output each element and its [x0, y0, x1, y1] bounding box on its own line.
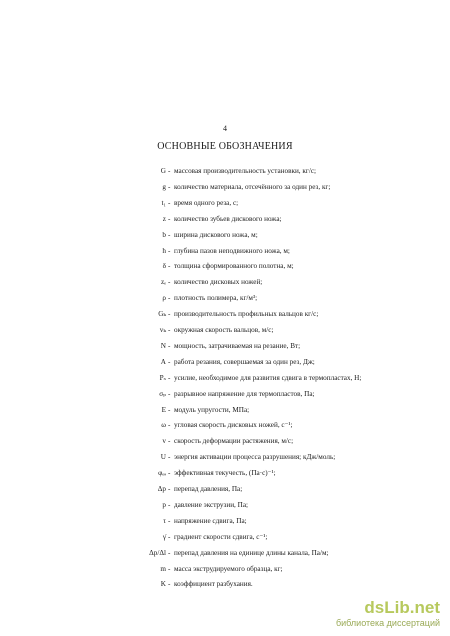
symbol-description: ширина дискового ножа, м; — [174, 230, 258, 239]
symbol-row — [0, 419, 450, 431]
symbol-dash: - — [168, 516, 171, 525]
symbol-description: перепад давления на единице длины канала, Па/м; — [174, 548, 329, 557]
symbol-dash: - — [168, 357, 171, 366]
symbol-description: давление экструзии, Па; — [174, 500, 249, 509]
symbol: t₁ — [161, 198, 166, 207]
symbol-dash: - — [168, 405, 171, 414]
symbol-dash: - — [168, 485, 171, 493]
symbol-description: эффективная текучесть, (Па·с)⁻¹; — [174, 469, 276, 478]
symbol: z — [162, 214, 166, 223]
symbol-row — [0, 229, 450, 241]
symbol-row — [0, 531, 450, 543]
symbol: ω — [161, 421, 166, 430]
symbol-description: угловая скорость дисковых ножей, с⁻¹; — [174, 421, 293, 430]
symbol-dash: - — [168, 214, 171, 223]
symbol-description: количество материала, отсечённого за один рез, кг; — [174, 182, 331, 191]
symbol: m — [160, 564, 166, 573]
symbol-row — [0, 388, 450, 400]
symbol-row — [0, 165, 450, 177]
symbol: vₖ — [159, 326, 166, 334]
symbol-row — [0, 499, 450, 511]
symbol-dash: - — [168, 167, 171, 175]
page-title: ОСНОВНЫЕ ОБОЗНАЧЕНИЯ — [157, 141, 293, 152]
watermark-logo-main: dsLib — [364, 598, 410, 617]
symbol-dash: - — [168, 548, 171, 557]
symbol-description: толщина сформированного полотна, м; — [174, 262, 294, 271]
symbol-description: напряжение сдвига, Па; — [174, 516, 247, 525]
page-number: 4 — [223, 124, 227, 133]
symbol-description: усилие, необходимое для развития сдвига в термопластах, Н; — [174, 373, 362, 382]
symbol-dash: - — [168, 389, 171, 398]
symbol-row — [0, 404, 450, 416]
symbol-dash: - — [168, 500, 171, 509]
symbol: h — [162, 246, 166, 255]
watermark-logo — [336, 599, 440, 617]
symbol: A — [160, 357, 166, 366]
symbol: σₚ — [159, 389, 166, 398]
symbol: γ̇ — [162, 532, 166, 541]
symbol: zₑ — [160, 278, 166, 287]
symbol: b — [162, 230, 166, 239]
symbol-row — [0, 197, 450, 209]
symbol-dash: - — [168, 580, 171, 589]
symbol-description: время одного реза, с; — [174, 198, 239, 207]
watermark-logo-dot: . — [409, 598, 415, 617]
symbol-dash: - — [168, 421, 171, 430]
symbol-row — [0, 181, 450, 193]
symbol: E — [161, 405, 166, 414]
symbol: v — [162, 437, 166, 446]
symbol-description: модуль упругости, МПа; — [174, 405, 250, 414]
symbol-description: производительность профильных вальцов кг/с; — [174, 310, 319, 319]
symbol-row — [0, 372, 450, 384]
symbol-row — [0, 213, 450, 225]
symbol-dash: - — [168, 198, 171, 207]
symbol-dash: - — [168, 437, 171, 446]
symbol-dash: - — [168, 453, 171, 462]
symbol: N — [160, 341, 166, 350]
symbol-description: плотность полимера, кг/м³; — [174, 294, 258, 303]
symbol-row — [0, 292, 450, 304]
symbol: p — [162, 500, 166, 509]
symbol-row — [0, 435, 450, 447]
symbol: Gₖ — [158, 310, 166, 319]
symbol-description: массовая производительность установки, кг/с; — [174, 167, 317, 175]
symbol-description: перепад давления, Па; — [174, 485, 243, 493]
symbol-row — [0, 308, 450, 320]
symbol-description: окружная скорость вальцов, м/с; — [174, 326, 274, 334]
symbol: Δp/Δl — [149, 548, 166, 557]
symbol-row — [0, 356, 450, 368]
symbol-description: скорость деформации растяжения, м/с; — [174, 437, 294, 446]
symbol: K — [160, 580, 166, 589]
symbol-dash: - — [168, 278, 171, 287]
watermark-logo-end: net — [414, 598, 440, 617]
symbol: δ — [162, 262, 166, 271]
symbol-dash: - — [168, 532, 171, 541]
symbol: G — [160, 167, 166, 175]
symbol-dash: - — [168, 469, 171, 478]
symbol-row — [0, 563, 450, 575]
symbol-row — [0, 547, 450, 559]
symbol: ρ — [162, 294, 166, 303]
symbol-description: мощность, затрачиваемая на резание, Вт; — [174, 341, 301, 350]
symbol-row — [0, 340, 450, 352]
symbol-description: количество зубьев дискового ножа; — [174, 214, 282, 223]
symbol-description: разрывное напряжение для термопластов, Па; — [174, 389, 315, 398]
symbol-description: энергия активации процесса разрушения; кДж/моль; — [174, 453, 336, 462]
symbol-dash: - — [168, 564, 171, 573]
symbol-row — [0, 276, 450, 288]
symbol-dash: - — [168, 182, 171, 191]
symbol-row — [0, 515, 450, 527]
symbol-description: работа резания, совершаемая за один рез, Дж; — [174, 357, 315, 366]
symbol-description: количество дисковых ножей; — [174, 278, 263, 287]
symbol-description: коэффициент разбухания. — [174, 580, 253, 589]
symbol-dash: - — [168, 246, 171, 255]
symbol-row — [0, 260, 450, 272]
symbol: Δp — [157, 485, 166, 493]
symbol-dash: - — [168, 310, 171, 319]
symbol-row — [0, 483, 450, 495]
symbol-dash: - — [168, 341, 171, 350]
symbol: φₑₔ — [158, 469, 166, 478]
symbol-row — [0, 451, 450, 463]
watermark-subtitle: библиотека диссертаций — [335, 618, 440, 628]
symbol-row — [0, 578, 450, 590]
watermark — [336, 599, 440, 628]
symbol: g — [162, 182, 166, 191]
symbol-row — [0, 324, 450, 336]
symbol: τ — [163, 516, 166, 525]
symbol: Pₛ — [159, 373, 166, 382]
symbol-dash: - — [168, 262, 171, 271]
symbol-description: глубина пазов неподвижного ножа, м; — [174, 246, 290, 255]
symbol-row — [0, 467, 450, 479]
symbol-description: градиент скорости сдвига, с⁻¹; — [174, 532, 268, 541]
symbol-dash: - — [168, 326, 171, 334]
symbol-row — [0, 245, 450, 257]
symbol-description: масса экструдируемого образца, кг; — [174, 564, 283, 573]
symbol: U — [160, 453, 166, 462]
symbol-dash: - — [168, 230, 171, 239]
symbol-dash: - — [168, 373, 171, 382]
symbol-dash: - — [168, 294, 171, 303]
